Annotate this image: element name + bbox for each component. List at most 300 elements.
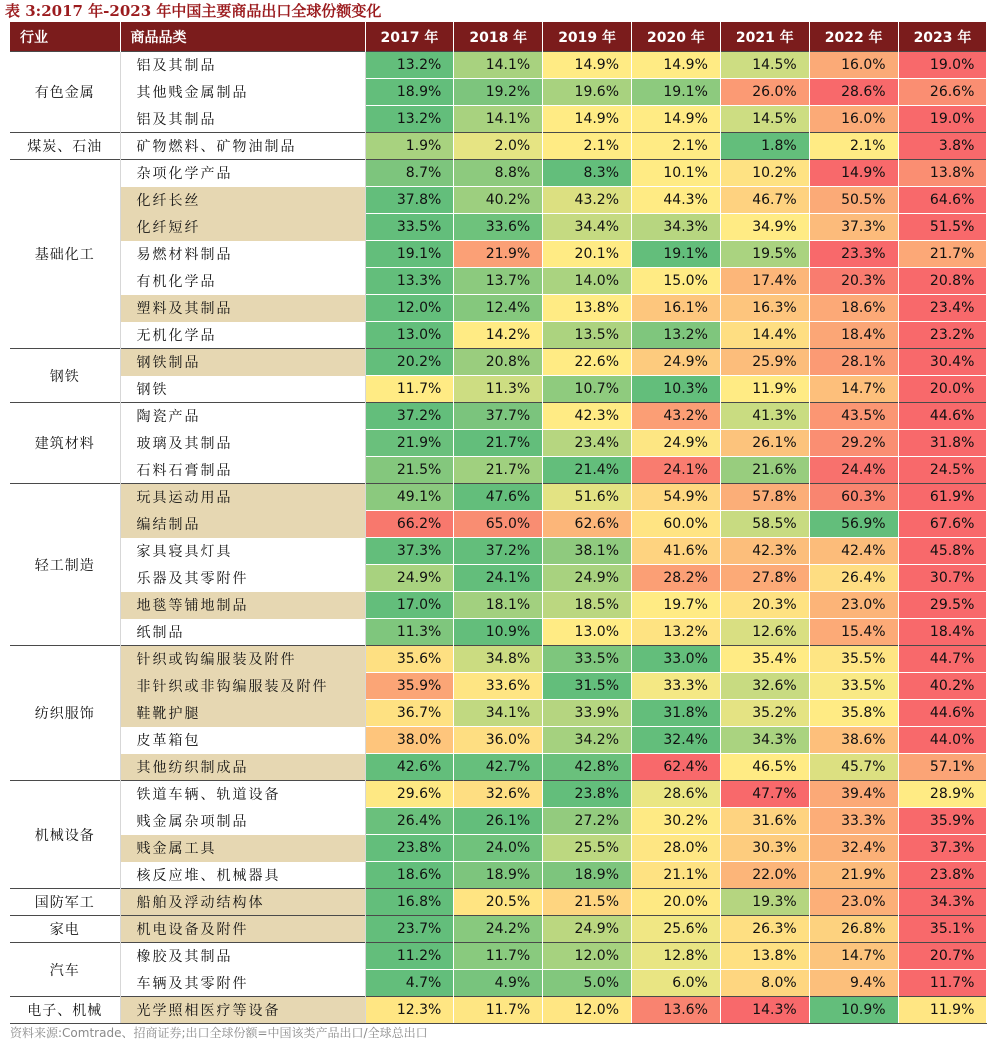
- table-row: [10, 484, 987, 511]
- share-value-cell: 35.1%: [898, 916, 987, 943]
- share-value-cell: 27.2%: [543, 808, 632, 835]
- share-value-cell: 13.2%: [365, 52, 454, 79]
- product-cell: 编结制品: [120, 511, 365, 538]
- share-value-cell: 18.1%: [454, 592, 543, 619]
- share-value-cell: 19.1%: [365, 241, 454, 268]
- share-value-cell: 21.5%: [543, 889, 632, 916]
- share-value-cell: 28.0%: [632, 835, 721, 862]
- share-value-cell: 42.8%: [543, 754, 632, 781]
- share-value-cell: 21.7%: [454, 430, 543, 457]
- product-cell: 船舶及浮动结构体: [120, 889, 365, 916]
- share-value-cell: 43.2%: [543, 187, 632, 214]
- share-value-cell: 20.7%: [898, 943, 987, 970]
- header-year: 2020 年: [632, 22, 721, 52]
- share-value-cell: 60.0%: [632, 511, 721, 538]
- share-value-cell: 14.5%: [720, 52, 809, 79]
- product-cell: 塑料及其制品: [120, 295, 365, 322]
- share-value-cell: 11.3%: [454, 376, 543, 403]
- share-value-cell: 11.7%: [454, 943, 543, 970]
- share-value-cell: 37.2%: [454, 538, 543, 565]
- header-year: 2021 年: [720, 22, 809, 52]
- industry-cell: 轻工制造: [10, 484, 120, 646]
- table-title: 表 3:2017 年-2023 年中国主要商品出口全球份额变化: [5, 2, 382, 20]
- industry-cell: 基础化工: [10, 160, 120, 349]
- share-value-cell: 24.1%: [454, 565, 543, 592]
- share-value-cell: 18.4%: [809, 322, 898, 349]
- share-value-cell: 35.9%: [898, 808, 987, 835]
- product-cell: 橡胶及其制品: [120, 943, 365, 970]
- share-value-cell: 51.6%: [543, 484, 632, 511]
- share-value-cell: 51.5%: [898, 214, 987, 241]
- industry-cell: 煤炭、石油: [10, 133, 120, 160]
- product-cell: 无机化学品: [120, 322, 365, 349]
- header-row: [10, 22, 987, 52]
- share-value-cell: 30.2%: [632, 808, 721, 835]
- header-year: 2023 年: [898, 22, 987, 52]
- share-value-cell: 32.6%: [454, 781, 543, 808]
- source-note: 资料来源:Comtrade、招商证券;出口全球份额=中国该类产品出口/全球总出口: [10, 1026, 428, 1040]
- share-value-cell: 21.5%: [365, 457, 454, 484]
- product-cell: 有机化学品: [120, 268, 365, 295]
- share-value-cell: 14.1%: [454, 52, 543, 79]
- share-value-cell: 35.2%: [720, 700, 809, 727]
- share-value-cell: 28.9%: [898, 781, 987, 808]
- share-value-cell: 47.7%: [720, 781, 809, 808]
- share-value-cell: 8.3%: [543, 160, 632, 187]
- share-value-cell: 14.0%: [543, 268, 632, 295]
- table-row: [10, 592, 987, 619]
- share-value-cell: 23.4%: [543, 430, 632, 457]
- share-value-cell: 3.8%: [898, 133, 987, 160]
- share-value-cell: 10.3%: [632, 376, 721, 403]
- table-row: [10, 889, 987, 916]
- table-row: [10, 511, 987, 538]
- share-value-cell: 46.7%: [720, 187, 809, 214]
- share-value-cell: 11.3%: [365, 619, 454, 646]
- share-value-cell: 20.0%: [632, 889, 721, 916]
- share-value-cell: 14.1%: [454, 106, 543, 133]
- share-value-cell: 20.3%: [720, 592, 809, 619]
- product-cell: 化纤长丝: [120, 187, 365, 214]
- share-value-cell: 21.9%: [454, 241, 543, 268]
- share-value-cell: 29.5%: [898, 592, 987, 619]
- share-value-cell: 31.5%: [543, 673, 632, 700]
- product-cell: 易燃材料制品: [120, 241, 365, 268]
- share-value-cell: 23.8%: [543, 781, 632, 808]
- export-share-table: [10, 22, 987, 1024]
- industry-cell: 纺织服饰: [10, 646, 120, 781]
- share-value-cell: 19.5%: [720, 241, 809, 268]
- share-value-cell: 33.3%: [809, 808, 898, 835]
- share-value-cell: 37.3%: [898, 835, 987, 862]
- share-value-cell: 32.4%: [809, 835, 898, 862]
- share-value-cell: 12.8%: [632, 943, 721, 970]
- share-value-cell: 24.1%: [632, 457, 721, 484]
- table-row: [10, 430, 987, 457]
- share-value-cell: 17.0%: [365, 592, 454, 619]
- industry-cell: 机械设备: [10, 781, 120, 889]
- share-value-cell: 35.8%: [809, 700, 898, 727]
- share-value-cell: 36.0%: [454, 727, 543, 754]
- share-value-cell: 18.5%: [543, 592, 632, 619]
- share-value-cell: 18.9%: [543, 862, 632, 889]
- product-cell: 地毯等铺地制品: [120, 592, 365, 619]
- product-cell: 其他贱金属制品: [120, 79, 365, 106]
- share-value-cell: 8.8%: [454, 160, 543, 187]
- share-value-cell: 44.6%: [898, 700, 987, 727]
- share-value-cell: 5.0%: [543, 970, 632, 997]
- table-row: [10, 79, 987, 106]
- share-value-cell: 12.6%: [720, 619, 809, 646]
- table-row: [10, 52, 987, 79]
- share-value-cell: 26.4%: [809, 565, 898, 592]
- share-value-cell: 28.1%: [809, 349, 898, 376]
- table-row: [10, 970, 987, 997]
- share-value-cell: 19.3%: [720, 889, 809, 916]
- table-row: [10, 619, 987, 646]
- industry-cell: 建筑材料: [10, 403, 120, 484]
- share-value-cell: 42.4%: [809, 538, 898, 565]
- share-value-cell: 66.2%: [365, 511, 454, 538]
- share-value-cell: 34.1%: [454, 700, 543, 727]
- share-value-cell: 29.2%: [809, 430, 898, 457]
- share-value-cell: 10.2%: [720, 160, 809, 187]
- share-value-cell: 38.1%: [543, 538, 632, 565]
- share-value-cell: 42.7%: [454, 754, 543, 781]
- share-value-cell: 10.7%: [543, 376, 632, 403]
- share-value-cell: 10.9%: [454, 619, 543, 646]
- product-cell: 针织或钩编服装及附件: [120, 646, 365, 673]
- share-value-cell: 64.6%: [898, 187, 987, 214]
- share-value-cell: 34.4%: [543, 214, 632, 241]
- share-value-cell: 15.0%: [632, 268, 721, 295]
- share-value-cell: 11.7%: [365, 376, 454, 403]
- share-value-cell: 16.0%: [809, 106, 898, 133]
- share-value-cell: 28.2%: [632, 565, 721, 592]
- share-value-cell: 18.4%: [898, 619, 987, 646]
- share-value-cell: 42.6%: [365, 754, 454, 781]
- share-value-cell: 23.8%: [365, 835, 454, 862]
- share-value-cell: 65.0%: [454, 511, 543, 538]
- share-value-cell: 37.3%: [365, 538, 454, 565]
- share-value-cell: 14.9%: [543, 52, 632, 79]
- share-value-cell: 31.6%: [720, 808, 809, 835]
- share-value-cell: 13.8%: [543, 295, 632, 322]
- product-cell: 矿物燃料、矿物油制品: [120, 133, 365, 160]
- share-value-cell: 14.9%: [809, 160, 898, 187]
- share-value-cell: 19.1%: [632, 241, 721, 268]
- share-value-cell: 19.0%: [898, 52, 987, 79]
- product-cell: 核反应堆、机械器具: [120, 862, 365, 889]
- share-value-cell: 60.3%: [809, 484, 898, 511]
- share-value-cell: 42.3%: [543, 403, 632, 430]
- share-value-cell: 12.4%: [454, 295, 543, 322]
- table-row: [10, 241, 987, 268]
- share-value-cell: 8.0%: [720, 970, 809, 997]
- share-value-cell: 13.5%: [543, 322, 632, 349]
- share-value-cell: 14.2%: [454, 322, 543, 349]
- table-row: [10, 862, 987, 889]
- share-value-cell: 44.6%: [898, 403, 987, 430]
- table-row: [10, 322, 987, 349]
- share-value-cell: 6.0%: [632, 970, 721, 997]
- share-value-cell: 44.3%: [632, 187, 721, 214]
- share-value-cell: 33.9%: [543, 700, 632, 727]
- header-year: 2018 年: [454, 22, 543, 52]
- product-cell: 机电设备及附件: [120, 916, 365, 943]
- share-value-cell: 21.4%: [543, 457, 632, 484]
- share-value-cell: 34.3%: [632, 214, 721, 241]
- share-value-cell: 44.0%: [898, 727, 987, 754]
- share-value-cell: 12.3%: [365, 997, 454, 1024]
- share-value-cell: 24.9%: [543, 916, 632, 943]
- industry-cell: 家电: [10, 916, 120, 943]
- product-cell: 铁道车辆、轨道设备: [120, 781, 365, 808]
- share-value-cell: 13.6%: [632, 997, 721, 1024]
- share-value-cell: 34.3%: [720, 727, 809, 754]
- header-product: 商品品类: [120, 22, 365, 52]
- table-row: [10, 538, 987, 565]
- share-value-cell: 43.5%: [809, 403, 898, 430]
- share-value-cell: 54.9%: [632, 484, 721, 511]
- share-value-cell: 33.5%: [365, 214, 454, 241]
- share-value-cell: 2.0%: [454, 133, 543, 160]
- share-value-cell: 33.5%: [809, 673, 898, 700]
- share-value-cell: 23.4%: [898, 295, 987, 322]
- product-cell: 钢铁: [120, 376, 365, 403]
- share-value-cell: 16.8%: [365, 889, 454, 916]
- product-cell: 钢铁制品: [120, 349, 365, 376]
- share-value-cell: 37.8%: [365, 187, 454, 214]
- industry-cell: 钢铁: [10, 349, 120, 403]
- share-value-cell: 33.5%: [543, 646, 632, 673]
- share-value-cell: 9.4%: [809, 970, 898, 997]
- share-value-cell: 40.2%: [454, 187, 543, 214]
- share-value-cell: 35.6%: [365, 646, 454, 673]
- share-value-cell: 23.7%: [365, 916, 454, 943]
- share-value-cell: 34.2%: [543, 727, 632, 754]
- share-value-cell: 57.1%: [898, 754, 987, 781]
- share-value-cell: 19.7%: [632, 592, 721, 619]
- share-value-cell: 22.0%: [720, 862, 809, 889]
- table-row: [10, 754, 987, 781]
- header-year: 2019 年: [543, 22, 632, 52]
- product-cell: 乐器及其零附件: [120, 565, 365, 592]
- share-value-cell: 67.6%: [898, 511, 987, 538]
- share-value-cell: 19.6%: [543, 79, 632, 106]
- table-row: [10, 457, 987, 484]
- table-row: [10, 646, 987, 673]
- share-value-cell: 13.2%: [632, 619, 721, 646]
- share-value-cell: 23.8%: [898, 862, 987, 889]
- table-row: [10, 268, 987, 295]
- product-cell: 车辆及其零附件: [120, 970, 365, 997]
- share-value-cell: 13.8%: [898, 160, 987, 187]
- share-value-cell: 41.3%: [720, 403, 809, 430]
- share-value-cell: 38.0%: [365, 727, 454, 754]
- share-value-cell: 34.3%: [898, 889, 987, 916]
- table-row: [10, 997, 987, 1024]
- share-value-cell: 11.7%: [898, 970, 987, 997]
- share-value-cell: 14.3%: [720, 997, 809, 1024]
- product-cell: 光学照相医疗等设备: [120, 997, 365, 1024]
- share-value-cell: 25.5%: [543, 835, 632, 862]
- share-value-cell: 13.7%: [454, 268, 543, 295]
- share-value-cell: 23.3%: [809, 241, 898, 268]
- table-row: [10, 916, 987, 943]
- share-value-cell: 24.9%: [632, 430, 721, 457]
- share-value-cell: 24.9%: [543, 565, 632, 592]
- share-value-cell: 37.3%: [809, 214, 898, 241]
- table-row: [10, 727, 987, 754]
- product-cell: 贱金属杂项制品: [120, 808, 365, 835]
- share-value-cell: 2.1%: [809, 133, 898, 160]
- share-value-cell: 18.9%: [365, 79, 454, 106]
- share-value-cell: 19.2%: [454, 79, 543, 106]
- industry-cell: 电子、机械: [10, 997, 120, 1024]
- share-value-cell: 24.4%: [809, 457, 898, 484]
- product-cell: 玩具运动用品: [120, 484, 365, 511]
- table-row: [10, 187, 987, 214]
- share-value-cell: 57.8%: [720, 484, 809, 511]
- product-cell: 石料石膏制品: [120, 457, 365, 484]
- table-row: [10, 700, 987, 727]
- share-value-cell: 1.9%: [365, 133, 454, 160]
- share-value-cell: 23.0%: [809, 889, 898, 916]
- share-value-cell: 23.2%: [898, 322, 987, 349]
- share-value-cell: 35.4%: [720, 646, 809, 673]
- industry-cell: 有色金属: [10, 52, 120, 133]
- product-cell: 铝及其制品: [120, 106, 365, 133]
- share-value-cell: 33.0%: [632, 646, 721, 673]
- share-value-cell: 20.8%: [454, 349, 543, 376]
- share-value-cell: 33.6%: [454, 214, 543, 241]
- table-row: [10, 673, 987, 700]
- share-value-cell: 41.6%: [632, 538, 721, 565]
- share-value-cell: 1.8%: [720, 133, 809, 160]
- table-row: [10, 565, 987, 592]
- share-value-cell: 13.2%: [365, 106, 454, 133]
- share-value-cell: 37.7%: [454, 403, 543, 430]
- share-value-cell: 24.9%: [632, 349, 721, 376]
- table-row: [10, 133, 987, 160]
- share-value-cell: 15.4%: [809, 619, 898, 646]
- share-value-cell: 39.4%: [809, 781, 898, 808]
- share-value-cell: 16.0%: [809, 52, 898, 79]
- share-value-cell: 26.0%: [720, 79, 809, 106]
- share-value-cell: 14.9%: [543, 106, 632, 133]
- share-value-cell: 12.0%: [365, 295, 454, 322]
- product-cell: 鞋靴护腿: [120, 700, 365, 727]
- share-value-cell: 8.7%: [365, 160, 454, 187]
- share-value-cell: 2.1%: [543, 133, 632, 160]
- share-value-cell: 20.1%: [543, 241, 632, 268]
- share-value-cell: 42.3%: [720, 538, 809, 565]
- table-row: [10, 106, 987, 133]
- share-value-cell: 47.6%: [454, 484, 543, 511]
- share-value-cell: 16.3%: [720, 295, 809, 322]
- share-value-cell: 13.3%: [365, 268, 454, 295]
- table-row: [10, 295, 987, 322]
- share-value-cell: 12.0%: [543, 943, 632, 970]
- share-value-cell: 32.4%: [632, 727, 721, 754]
- table-row: [10, 943, 987, 970]
- share-value-cell: 37.2%: [365, 403, 454, 430]
- share-value-cell: 21.7%: [898, 241, 987, 268]
- share-value-cell: 43.2%: [632, 403, 721, 430]
- share-value-cell: 11.7%: [454, 997, 543, 1024]
- share-value-cell: 10.9%: [809, 997, 898, 1024]
- share-value-cell: 18.9%: [454, 862, 543, 889]
- share-value-cell: 13.2%: [632, 322, 721, 349]
- share-value-cell: 26.1%: [454, 808, 543, 835]
- share-value-cell: 50.5%: [809, 187, 898, 214]
- share-value-cell: 21.9%: [809, 862, 898, 889]
- share-value-cell: 40.2%: [898, 673, 987, 700]
- product-cell: 家具寝具灯具: [120, 538, 365, 565]
- share-value-cell: 28.6%: [632, 781, 721, 808]
- share-value-cell: 24.2%: [454, 916, 543, 943]
- share-value-cell: 33.3%: [632, 673, 721, 700]
- share-value-cell: 19.1%: [632, 79, 721, 106]
- share-value-cell: 16.1%: [632, 295, 721, 322]
- share-value-cell: 24.5%: [898, 457, 987, 484]
- share-value-cell: 14.5%: [720, 106, 809, 133]
- share-value-cell: 34.8%: [454, 646, 543, 673]
- share-value-cell: 14.7%: [809, 943, 898, 970]
- share-value-cell: 23.0%: [809, 592, 898, 619]
- table-row: [10, 376, 987, 403]
- share-value-cell: 20.2%: [365, 349, 454, 376]
- share-value-cell: 35.5%: [809, 646, 898, 673]
- share-value-cell: 18.6%: [809, 295, 898, 322]
- share-value-cell: 25.9%: [720, 349, 809, 376]
- share-value-cell: 11.9%: [720, 376, 809, 403]
- share-value-cell: 21.1%: [632, 862, 721, 889]
- product-cell: 陶瓷产品: [120, 403, 365, 430]
- share-value-cell: 27.8%: [720, 565, 809, 592]
- table-row: [10, 349, 987, 376]
- product-cell: 化纤短纤: [120, 214, 365, 241]
- share-value-cell: 45.8%: [898, 538, 987, 565]
- share-value-cell: 26.3%: [720, 916, 809, 943]
- share-value-cell: 2.1%: [632, 133, 721, 160]
- share-value-cell: 21.9%: [365, 430, 454, 457]
- share-value-cell: 20.0%: [898, 376, 987, 403]
- share-value-cell: 24.0%: [454, 835, 543, 862]
- product-cell: 杂项化学产品: [120, 160, 365, 187]
- header-year: 2022 年: [809, 22, 898, 52]
- share-value-cell: 21.7%: [454, 457, 543, 484]
- header-year: 2017 年: [365, 22, 454, 52]
- share-value-cell: 20.8%: [898, 268, 987, 295]
- product-cell: 非针织或非钩编服装及附件: [120, 673, 365, 700]
- share-value-cell: 44.7%: [898, 646, 987, 673]
- share-value-cell: 18.6%: [365, 862, 454, 889]
- share-value-cell: 58.5%: [720, 511, 809, 538]
- share-value-cell: 49.1%: [365, 484, 454, 511]
- industry-cell: 国防军工: [10, 889, 120, 916]
- table-row: [10, 214, 987, 241]
- share-value-cell: 56.9%: [809, 511, 898, 538]
- share-value-cell: 36.7%: [365, 700, 454, 727]
- product-cell: 铝及其制品: [120, 52, 365, 79]
- share-value-cell: 30.4%: [898, 349, 987, 376]
- share-value-cell: 34.9%: [720, 214, 809, 241]
- product-cell: 玻璃及其制品: [120, 430, 365, 457]
- share-value-cell: 12.0%: [543, 997, 632, 1024]
- share-value-cell: 29.6%: [365, 781, 454, 808]
